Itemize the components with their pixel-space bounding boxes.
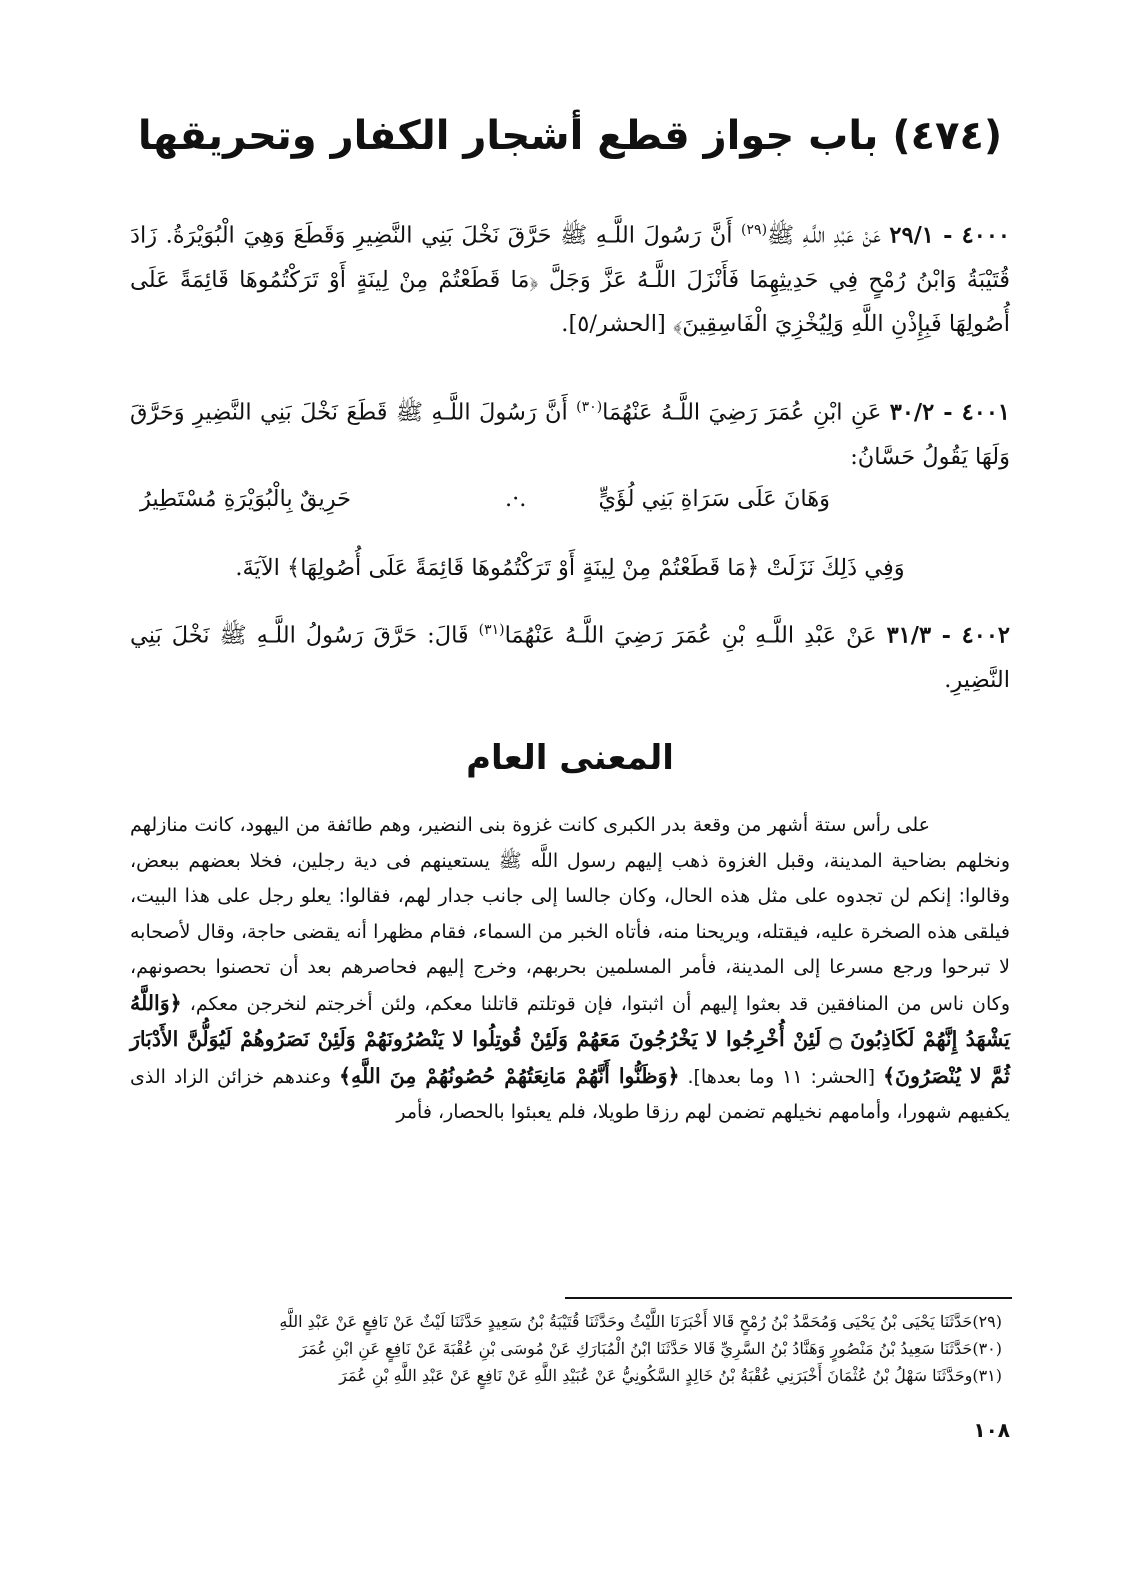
chapter-title: (٤٧٤) باب جواز قطع أشجار الكفار وتحريقها [137, 113, 1003, 159]
footnote-ref: (٣٠) [576, 399, 603, 415]
footnotes [130, 1308, 1010, 1389]
poem-separator: .·. [505, 486, 527, 512]
footnote: (٣١)وحَدَّثَنَا سَهْلُ بْنُ عُثْمَانَ أَخْبَرَنِي عُقْبَةُ بْنُ خَالِدٍ السَّكُونِيُّ عَنْ عُبَيْدِ اللَّهِ عَنْ نَافِعٍ عَنْ عَبْدِ اللَّهِ بْنِ عُمَرَ [339, 1366, 1002, 1385]
hadith-4000 [130, 208, 1010, 346]
footnote-ref: (٢٩) [741, 222, 768, 238]
hadith-text-start: عَنْ عَبْدِ اللَّـهِ ﷺ [767, 222, 881, 249]
footnote: (٢٩)حَدَّثَنَا يَحْيَى بْنُ يَحْيَى وَمُحَمَّدُ بْنُ رُمْحٍ قَالا أَخْبَرَنَا اللَّيْثُ وحَدَّثَنَا قُتَيْبَةُ بْنُ سَعِيدٍ حَدَّثَنَا لَيْثٌ عَنْ نَافِعٍ عَنْ عَبْدِ اللَّهِ [279, 1312, 1002, 1331]
page-number: ١٠٨ [973, 1418, 1010, 1442]
hadith-4002 [130, 608, 1010, 702]
poem-second-hemistich-text: حَرِيقٌ بِالْبُوَيْرَةِ مُسْتَطِيرُ [140, 486, 352, 512]
hadith-number: ٤٠٠٠ - ٢٩/١ [889, 222, 1010, 249]
hadith-text: أَنَّ رَسُولَ اللَّـهِ ﷺ قَطَعَ نَخْلَ بَنِي النَّضِيرِ وَحَرَّقَ وَلَهَا يَقُولُ حَسَّانُ: [130, 399, 1010, 470]
poem-first-hemistich: وَهَانَ عَلَى سَرَاةِ بَنِي لُؤَيٍّ [598, 486, 830, 512]
body-paragraph [130, 808, 1010, 1131]
hadith-text-start: عَنِ ابْنِ عُمَرَ رَضِيَ اللَّـهُ عَنْهُمَا [602, 399, 882, 426]
hadith-text: قَالَ: حَرَّقَ رَسُولُ اللَّـهِ ﷺ نَخْلَ بَنِي النَّضِيرِ. [130, 622, 1010, 693]
quran-reference: [الحشر: ١١ وما بعدها]. [679, 1065, 883, 1088]
hadith-text-start: عَنْ عَبْدِ اللَّـهِ بْنِ عُمَرَ رَضِيَ اللَّـهُ عَنْهُمَا [504, 622, 877, 649]
hadith-text: أَنَّ رَسُولَ اللَّـهِ ﷺ حَرَّقَ نَخْلَ بَنِي النَّضِيرِ وَقَطَعَ وَهِيَ الْبُوَيْرَةُ. زَادَ قُتَيْبَةُ وَابْنُ رُمْحٍ فِي حَدِيثِهِمَا فَأَنْزَلَ اللَّـهُ عَزَّ وَجَلَّ ﴿مَا قَطَعْتُمْ مِنْ لِينَةٍ أَوْ تَرَكْتُمُوهَا قَائِمَةً عَلَى أُصُولِهَا فَبِإِذْنِ اللَّهِ وَلِيُخْزِيَ الْفَاسِقِينَ﴾ [الحشر/٥]. [130, 222, 1010, 337]
poem-line [130, 486, 1010, 530]
book-page [130, 0, 1010, 1577]
body-text: وعندهم خزائن الزاد الذى يكفيهم شهورا، وأمامهم نخيلهم تضمن لهم رزقا طويلا، فلم يعبئوا بالحصار، فأمر [130, 1065, 1010, 1123]
footnote: (٣٠)حَدَّثَنَا سَعِيدُ بْنُ مَنْصُورٍ وَهَنَّادُ بْنُ السَّرِيِّ قَالا حَدَّثَنَا ابْنُ الْمُبَارَكِ عَنْ مُوسَى بْنِ عُقْبَةَ عَنْ نَافِعٍ عَنِ ابْنِ عُمَرَ [299, 1339, 1002, 1358]
verse-note: وَفِي ذَلِكَ نَزَلَتْ ﴿مَا قَطَعْتُمْ مِنْ لِينَةٍ أَوْ تَرَكْتُمُوهَا قَائِمَةً عَلَى أُصُولِهَا﴾ الآيَةَ. [235, 555, 905, 581]
hadith-number: ٤٠٠٢ - ٣١/٣ [886, 622, 1010, 649]
footnote-divider [565, 1297, 1012, 1299]
quran-quote: ﴿وَظَنُّوا أَنَّهُمْ مَانِعَتُهُمْ حُصُونُهُمْ مِنَ اللَّهِ﴾ [339, 1063, 680, 1088]
quran-quote: ﴿وَاللَّهُ يَشْهَدُ إِنَّهُمْ لَكَاذِبُونَ ۝ لَئِنْ أُخْرِجُوا لا يَخْرُجُونَ مَعَهُمْ وَلَئِنْ قُوتِلُوا لا يَنْصُرُونَهُمْ وَلَئِنْ نَصَرُوهُمْ لَيُوَلُّنَّ الأَدْبَارَ ثُمَّ لا يُنْصَرُونَ﴾ [130, 990, 1010, 1088]
section-title: المعنى العام [466, 738, 674, 778]
hadith-number: ٤٠٠١ - ٣٠/٢ [889, 399, 1010, 426]
body-text: على رأس ستة أشهر من وقعة بدر الكبرى كانت غزوة بنى النضير، وهم طائفة من اليهود، كانت منازلهم ونخلهم بضاحية المدينة، وقبل الغزوة ذهب إليهم رسول اللَّه ﷺ يستعينهم فى دية رجلين، فخلا بعضهم ببعض، وقالوا: إنكم لن تجدوه على مثل هذه الحال، وكان جالسا إلى جانب جدار لهم، فقالوا: يعلو رجل على هذا البيت، فيلقى هذه الصخرة عليه، فيقتله، ويريحنا منه، فأتاه الخبر من السماء، فقام مظهرا أنه يقضى حاجة، وقال لأصحابه لا تبرحوا ورجع مسرعا إلى المدينة، فأمر المسلمين بحربهم، وخرج إليهم فحاصرهم بعد أن تحصنوا بحصونهم، وكان ناس من المنافقين قد بعثوا إليهم أن اثبتوا، فإن قوتلتم قاتلنا معكم، ولئن أخرجتم لنخرجن معكم، [130, 814, 1010, 1015]
footnote-ref: (٣١) [478, 622, 505, 638]
poem-second-hemistich [140, 486, 460, 512]
hadith-4001 [130, 385, 1010, 479]
